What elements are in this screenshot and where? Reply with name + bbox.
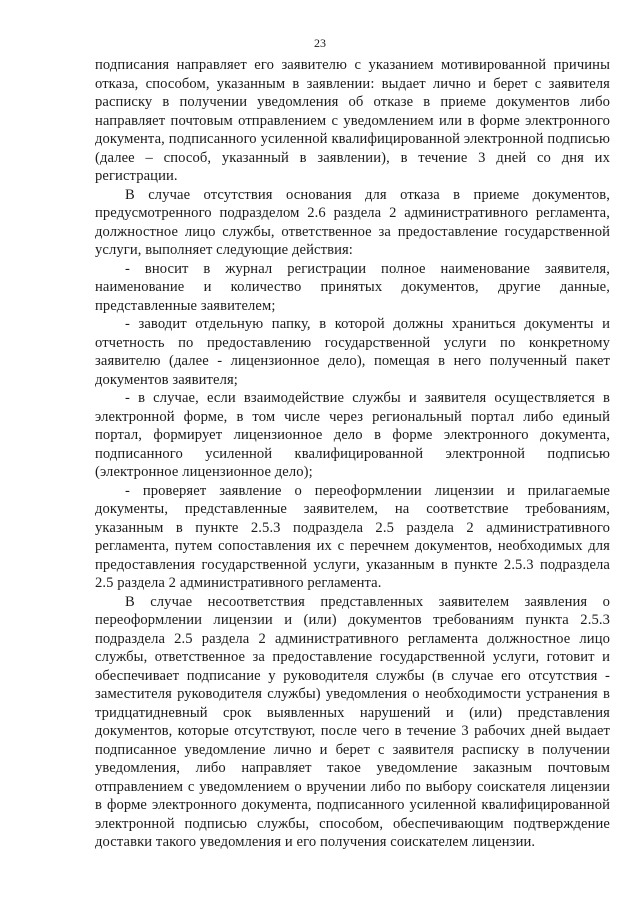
page-number: 23 bbox=[314, 36, 326, 50]
paragraph: - в случае, если взаимодействие службы и заявителя осуществляется в электронной форме, в том числе через региональный портал либо единый портал, формирует лицензионное дело в форме электронного документа, подписанного усиленной квалифицированной электронной подписью (электронное лицензионное дело); bbox=[95, 390, 610, 480]
paragraph: В случае отсутствия основания для отказа в приеме документов, предусмотренного подразделом 2.6 раздела 2 административного регламента, должностное лицо службы, ответственное за предоставление государственной услуги, выполняет следующие действия: bbox=[95, 186, 610, 258]
paragraph: - заводит отдельную папку, в которой должны храниться документы и отчетность по предоставлению государственной услуги по конкретному заявителю (далее - лицензионное дело), помещая в него полученный пакет документов заявителя; bbox=[95, 316, 610, 388]
paragraph: В случае несоответствия представленных заявителем заявления о переоформлении лицензии и (или) документов требованиям пункта 2.5.3 подраздела 2.5 раздела 2 административного регламента должностное лицо службы, ответственное за предоставление государственной услуги, готовит и обеспечивает подписание у руководителя службы (в случае его отсутствия - заместителя руководителя службы) уведомления о необходимости устранения в тридцатидневный срок выявленных нарушений и (или) представления документов, которые отсутствуют, после чего в течение 3 рабочих дней выдает подписанное уведомление лично и берет с заявителя расписку в получении уведомления, либо направляет такое уведомление заказным почтовым отправлением с уведомлением о вручении либо по выбору соискателя лицензии в форме электронного документа, подписанного усиленной квалифицированной электронной подписью службы, способом, обеспечивающим подтверждение доставки такого уведомления и его получения соискателем лицензии. bbox=[95, 593, 610, 850]
paragraph: подписания направляет его заявителю с указанием мотивированной причины отказа, способом, указанным в заявлении: выдает лично и берет с заявителя расписку в получении уведомления об отказе в приеме документов либо направляет почтовым отправлением с уведомлением или в форме электронного документа, подписанного усиленной квалифицированной электронной подписью (далее – способ, указанный в заявлении), в течение 3 дней со дня их регистрации. bbox=[95, 57, 610, 184]
paragraph: - вносит в журнал регистрации полное наименование заявителя, наименование и количество принятых документов, другие данные, представленные заявителем; bbox=[95, 260, 610, 314]
paragraph: - проверяет заявление о переоформлении лицензии и прилагаемые документы, представленные заявителем, на соответствие требованиям, указанным в пункте 2.5.3 подраздела 2.5 раздела 2 административного регламента, путем сопоставления их с перечнем документов, необходимых для предоставления государственной услуги, указанным в пункте 2.5.3 подраздела 2.5 раздела 2 административного регламента. bbox=[95, 482, 610, 591]
body-text bbox=[95, 56, 610, 852]
